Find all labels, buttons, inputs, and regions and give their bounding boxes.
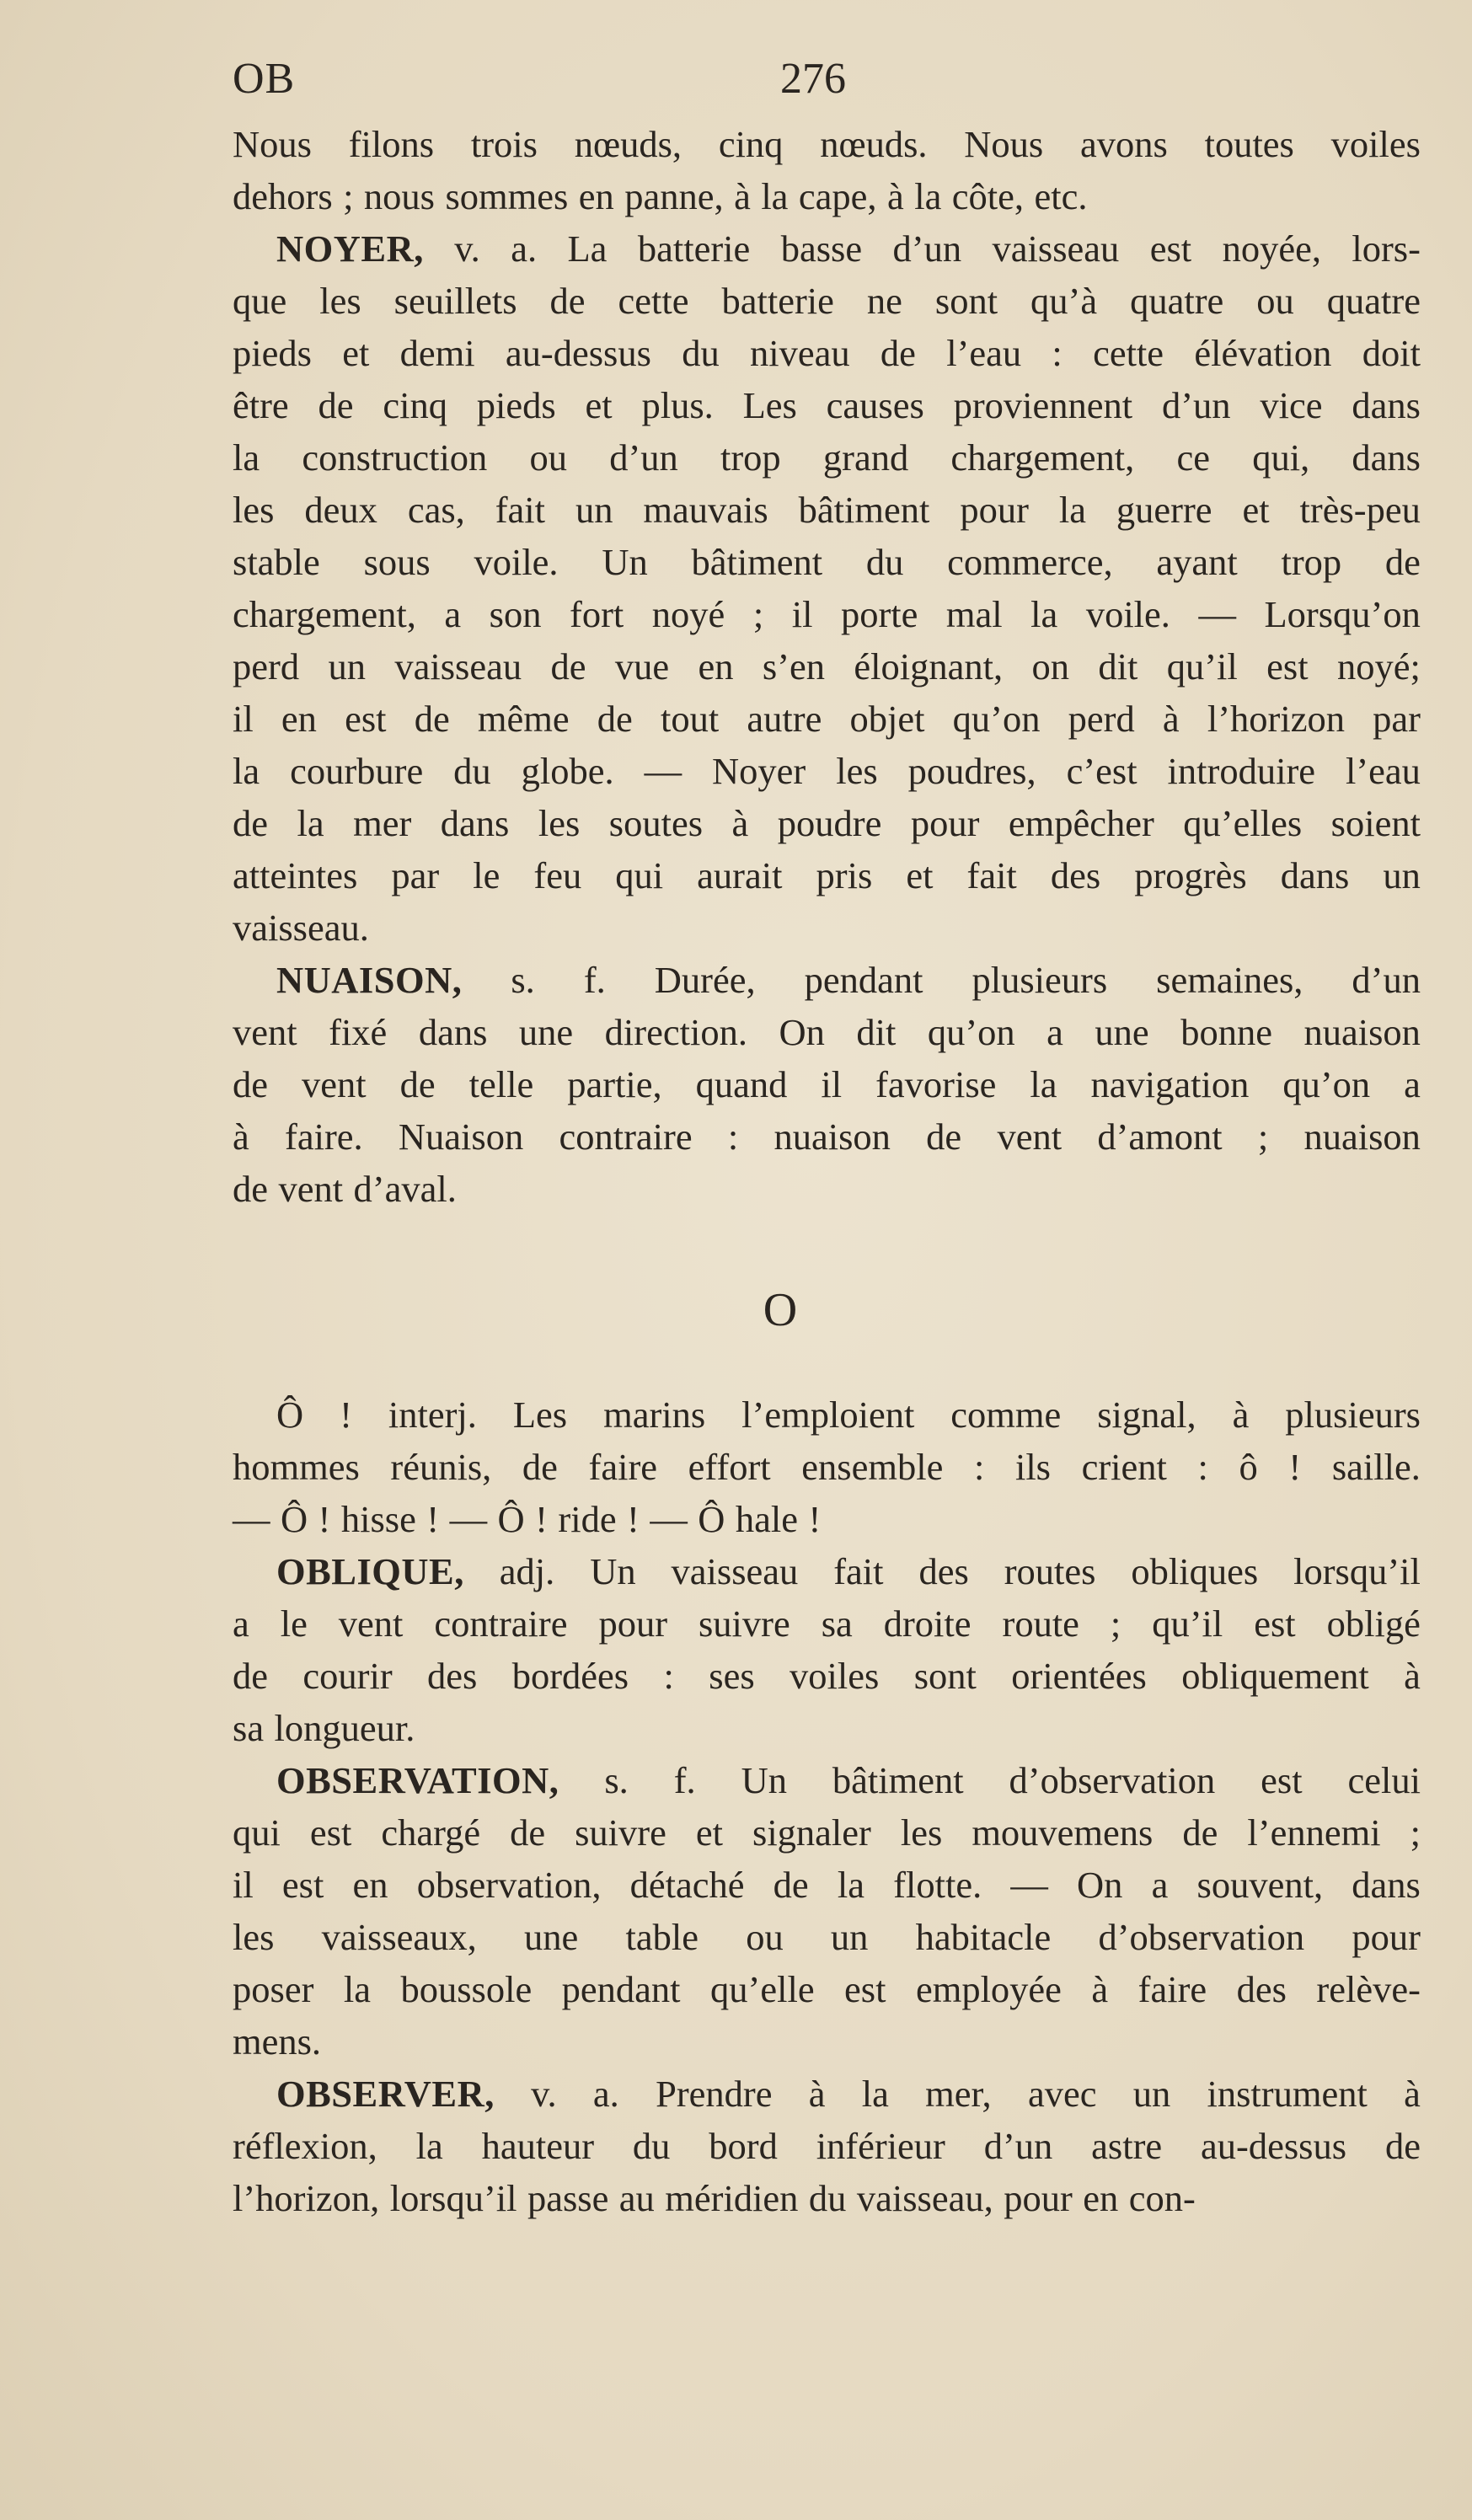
text-line: vent fixé dans une direction. On dit qu’on a une bonne nuaison: [233, 1011, 1421, 1053]
dictionary-entry-filer-end: [233, 118, 1421, 222]
dictionary-entry-nuaison: [233, 954, 1421, 1215]
text-line: mens.: [233, 2020, 322, 2063]
text-line: OBSERVATION, s. f. Un bâtiment d’observation est celui: [233, 1754, 1421, 1806]
text-line: vaisseau.: [233, 907, 369, 949]
text-line: sa longueur.: [233, 1707, 415, 1749]
text-line: Nous filons trois nœuds, cinq nœuds. Nous avons toutes voiles: [233, 123, 1421, 165]
text-line: l’horizon, lorsqu’il passe au méridien du vaisseau, pour en con-: [233, 2177, 1196, 2219]
text-line: la construction ou d’un trop grand chargement, ce qui, dans: [233, 436, 1421, 479]
text-line: OBSERVER, v. a. Prendre à la mer, avec un instrument à: [233, 2068, 1421, 2120]
text-line: Ô ! interj. Les marins l’emploient comme signal, à plusieurs: [276, 1394, 1421, 1436]
headword: NUAISON,: [276, 959, 463, 1001]
dictionary-entry-oblique: [233, 1545, 1421, 1754]
text-line: perd un vaisseau de vue en s’en éloignant, on dit qu’il est noyé;: [233, 645, 1421, 688]
running-header: [233, 54, 1412, 121]
text-line: pieds et demi au-dessus du niveau de l’eau : cette élévation doit: [233, 332, 1421, 374]
text-line: OBLIQUE, adj. Un vaisseau fait des routes obliques lorsqu’il: [233, 1545, 1421, 1597]
section-heading: OB: [233, 55, 296, 103]
text-line: qui est chargé de suivre et signaler les mouvemens de l’ennemi ;: [233, 1811, 1421, 1854]
headword: OBSERVATION,: [276, 1759, 559, 1801]
text-line: de vent de telle partie, quand il favorise la navigation qu’on a: [233, 1063, 1421, 1105]
text-line: a le vent contraire pour suivre sa droite route ; qu’il est obligé: [233, 1602, 1421, 1645]
text-line: chargement, a son fort noyé ; il porte mal la voile. — Lorsqu’on: [233, 593, 1421, 635]
text-line: hommes réunis, de faire effort ensemble : ils crient : ô ! saille.: [233, 1446, 1421, 1488]
text-line: les vaisseaux, une table ou un habitacle d’observation pour: [233, 1916, 1421, 1958]
text-line: à faire. Nuaison contraire : nuaison de vent d’amont ; nuaison: [233, 1116, 1421, 1158]
text-line: NOYER, v. a. La batterie basse d’un vaisseau est noyée, lors-: [233, 222, 1421, 275]
dictionary-entry-observation: [233, 1754, 1421, 2068]
text-line: de vent d’aval.: [233, 1168, 457, 1210]
text-line: stable sous voile. Un bâtiment du commerce, ayant trop de: [233, 541, 1421, 583]
section-letter: O: [763, 1284, 798, 1336]
headword: OBLIQUE,: [276, 1550, 464, 1592]
dictionary-entry-observer: [233, 2068, 1421, 2224]
text-line: que les seuillets de cette batterie ne sont qu’à quatre ou quatre: [233, 280, 1421, 322]
text-line: de la mer dans les soutes à poudre pour empêcher qu’elles soient: [233, 802, 1421, 844]
entries-before: [233, 118, 1421, 1215]
dictionary-entry-o-interj: [233, 1388, 1421, 1545]
text-line: être de cinq pieds et plus. Les causes proviennent d’un vice dans: [233, 384, 1421, 426]
dictionary-entry-noyer: [233, 222, 1421, 954]
text-line: les deux cas, fait un mauvais bâtiment pour la guerre et très-peu: [233, 489, 1421, 531]
page-body: [233, 118, 1421, 2224]
text-line: de courir des bordées : ses voiles sont orientées obliquement à: [233, 1655, 1421, 1697]
headword: OBSERVER,: [276, 2073, 495, 2115]
text-line: poser la boussole pendant qu’elle est employée à faire des relève-: [233, 1968, 1421, 2010]
entries-after: [233, 1388, 1421, 2224]
text-line: NUAISON, s. f. Durée, pendant plusieurs semaines, d’un: [233, 954, 1421, 1006]
headword: NOYER,: [276, 227, 424, 270]
text-line: dehors ; nous sommes en panne, à la cape, à la côte, etc.: [233, 175, 1088, 217]
page-number: 276: [780, 55, 846, 103]
text-line: la courbure du globe. — Noyer les poudres, c’est introduire l’eau: [233, 750, 1421, 792]
text-line: il en est de même de tout autre objet qu’on perd à l’horizon par: [233, 698, 1421, 740]
text-line: — Ô ! hisse ! — Ô ! ride ! — Ô hale !: [233, 1498, 822, 1540]
text-line: atteintes par le feu qui aurait pris et fait des progrès dans un: [233, 854, 1421, 896]
text-line: il est en observation, détaché de la flotte. — On a souvent, dans: [233, 1864, 1421, 1906]
text-line: réflexion, la hauteur du bord inférieur d’un astre au-dessus de: [233, 2125, 1421, 2167]
